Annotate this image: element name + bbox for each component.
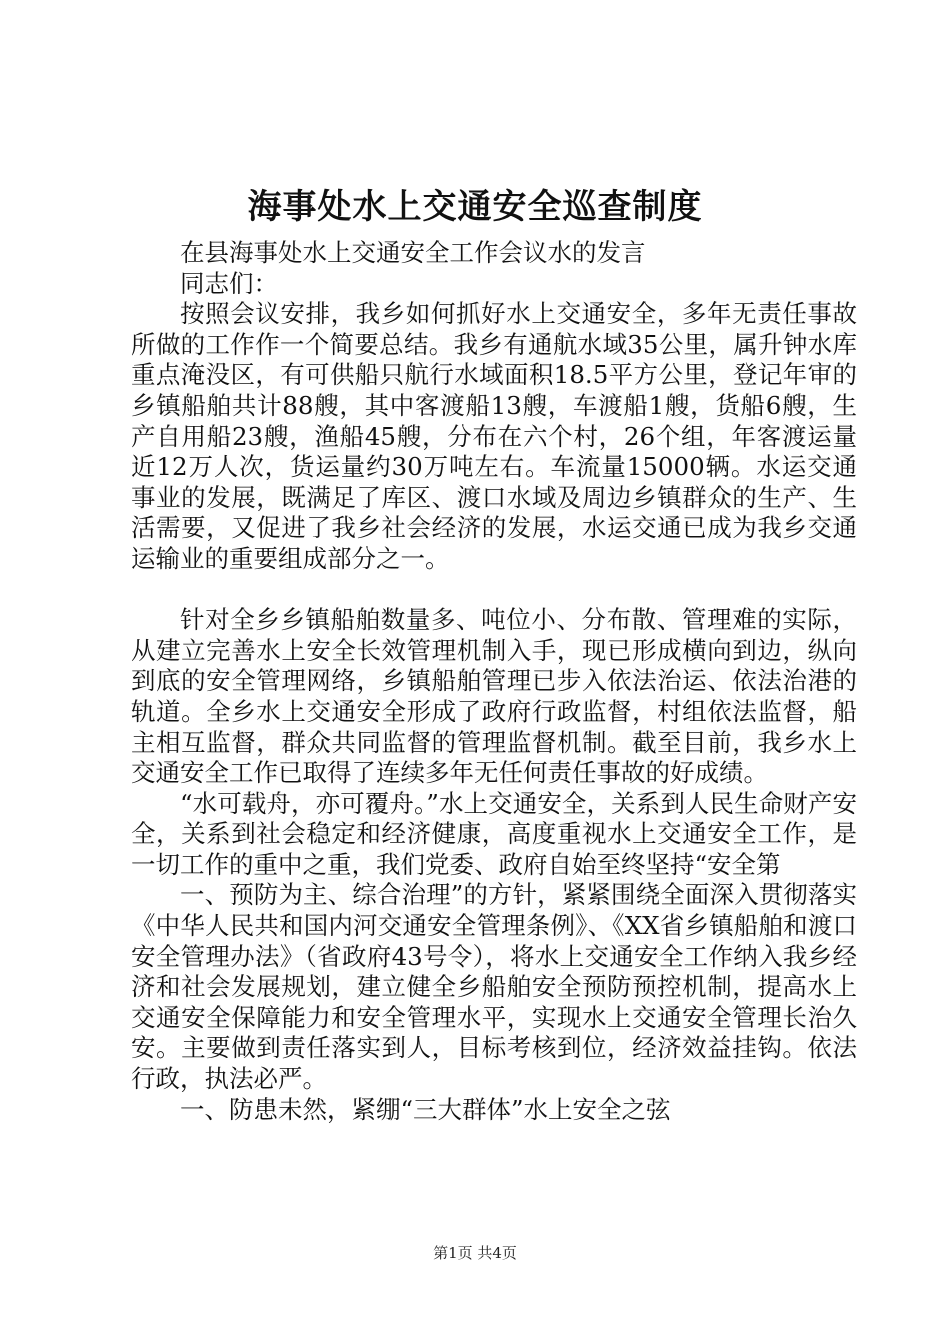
body-paragraph: 按照会议安排，我乡如何抓好水上交通安全，多年无责任事故所做的工作作一个简要总结。我乡有通航水域35公里，属升钟水库重点淹没区，有可供船只航行水域面积18.5平方公里，登记年审的乡镇船舶共计88艘，其中客渡船13艘，车渡船1艘，货船6艘，生产自用船23艘，渔船45艘，分布在六个村，26个组，年客渡运量近12万人次，货运量约30万吨左右。车流量15000辆。水运交通事业的发展，既满足了库区、渡口水域及周边乡镇群众的生产、生活需要，又促进了我乡社会经济的发展，水运交通已成为我乡交通运输业的重要组成部分之一。: [131, 299, 857, 573]
salutation: 同志们：: [180, 268, 278, 298]
page-indicator: 第1页 共4页: [433, 1244, 517, 1262]
body-paragraph: 一、预防为主、综合治理”的方针，紧紧围绕全面深入贯彻落实《中华人民共和国内河交通安全管理条例》、《XX省乡镇船舶和渡口安全管理办法》（省政府43号令），将水上交通安全工作纳入我乡经济和社会发展规划，建立健全乡船舶安全预防预控机制，提高水上交通安全保障能力和安全管理水平，实现水上交通安全管理长治久安。主要做到责任落实到人，目标考核到位，经济效益挂钩。依法行政，执法必严。: [131, 880, 857, 1094]
section-heading: 一、防患未然，紧绷“三大群体”水上安全之弦: [180, 1094, 671, 1124]
body-paragraph: 针对全乡乡镇船舶数量多、吨位小、分布散、管理难的实际，从建立完善水上安全长效管理机制入手，现已形成横向到边，纵向到底的安全管理网络，乡镇船舶管理已步入依法治运、依法治港的轨道。全乡水上交通安全形成了政府行政监督，村组依法监督，船主相互监督，群众共同监督的管理监督机制。截至目前，我乡水上交通安全工作已取得了连续多年无任何责任事故的好成绩。: [131, 605, 857, 788]
document-body: [131, 238, 857, 1125]
document-title: 海事处水上交通安全巡查制度: [247, 187, 703, 227]
body-paragraph: “水可载舟，亦可覆舟。”水上交通安全，关系到人民生命财产安全，关系到社会稳定和经济健康，高度重视水上交通安全工作，是一切工作的重中之重，我们党委、政府自始至终坚持“安全第: [131, 788, 857, 879]
speech-heading: 在县海事处水上交通安全工作会议水的发言: [180, 238, 646, 267]
